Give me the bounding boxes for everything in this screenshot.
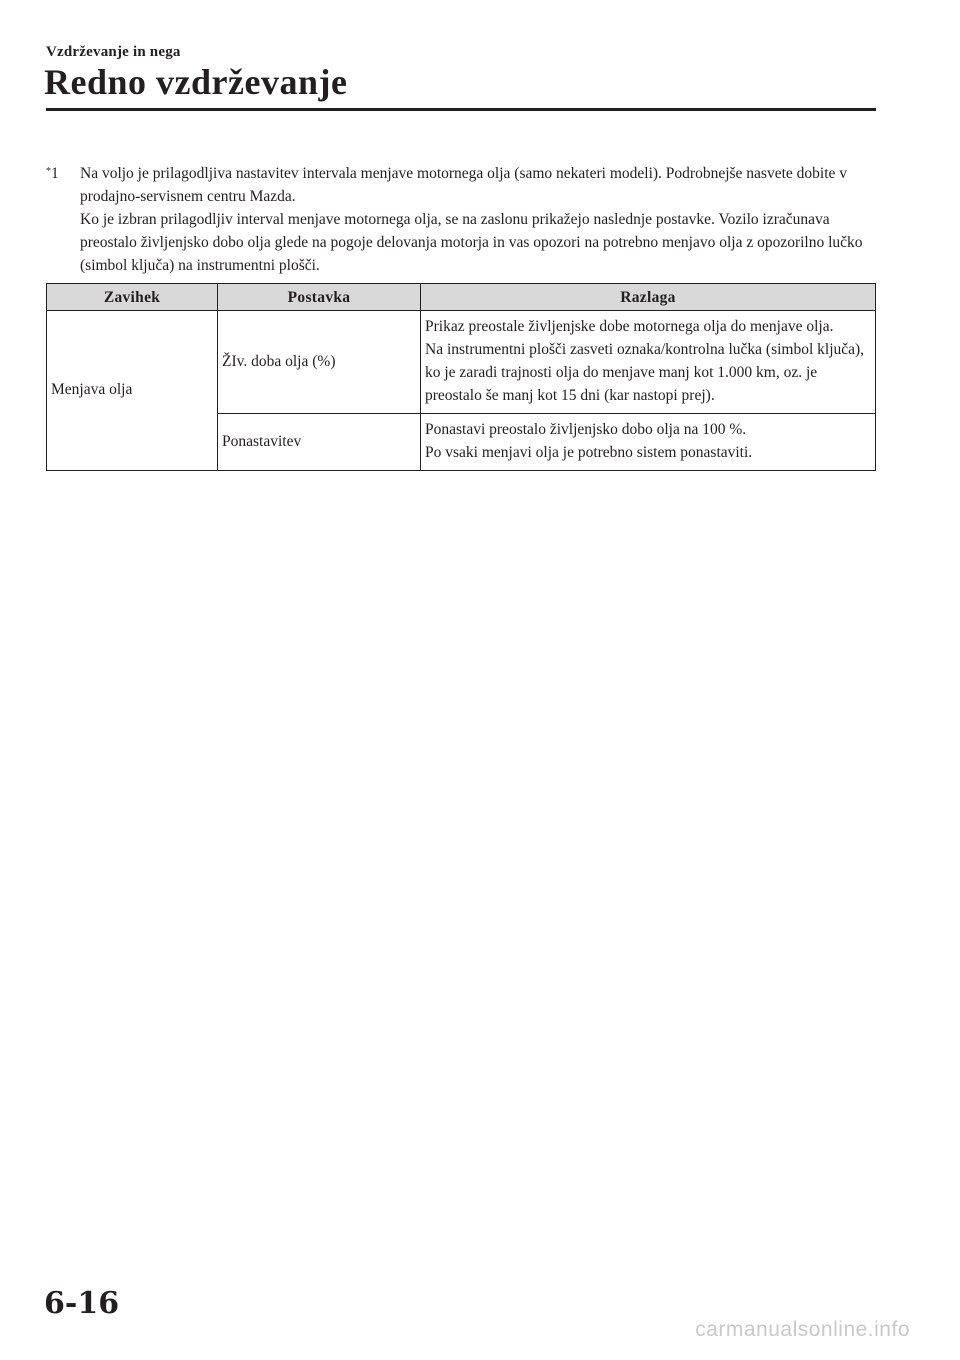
cell-item: Ponastavitev — [218, 414, 421, 471]
footnote-paragraph: Ko je izbran prilagodljiv interval menjave motornega olja, se na zaslonu prikažejo naslednje postavke. Vozilo izračunava preostalo življenjsko dobo olja glede na pogoje delovanja motorja in vas opozori na potrebno menjavo olja z opozorilno lučko (simbol ključa) na instrumentni plošči. — [80, 211, 863, 274]
cell-tab: Menjava olja — [47, 311, 218, 471]
title-divider — [46, 108, 876, 111]
section-label: Vzdrževanje in nega — [46, 44, 181, 60]
cell-item: ŽIv. doba olja (%) — [218, 311, 421, 414]
cell-explanation — [421, 311, 876, 414]
header-tab: Zavihek — [47, 284, 218, 311]
table-row — [47, 311, 876, 414]
header-explanation: Razlaga — [421, 284, 876, 311]
oil-change-table — [46, 283, 876, 471]
explanation-line: Prikaz preostale življenjske dobe motornega olja do menjave olja. — [425, 318, 834, 335]
footnote-asterisk: * — [46, 166, 51, 177]
watermark: carmanualsonline.info — [695, 1318, 910, 1341]
page-title: Redno vzdrževanje — [44, 62, 348, 102]
explanation-line: Ponastavi preostalo življenjsko dobo olja na 100 %. — [425, 421, 747, 438]
table-header-row — [47, 284, 876, 311]
explanation-line: Po vsaki menjavi olja je potrebno sistem ponastaviti. — [425, 444, 753, 461]
footnote-number: 1 — [51, 165, 59, 182]
footnote-body — [80, 162, 876, 277]
footnote-paragraph: Na voljo je prilagodljiva nastavitev intervala menjave motornega olja (samo nekateri modeli). Podrobnejše nasvete dobite v prodajno-servisnem centru Mazda. — [80, 165, 848, 205]
cell-explanation — [421, 414, 876, 471]
footnote-marker — [46, 162, 59, 185]
explanation-line: Na instrumentni plošči zasveti oznaka/kontrolna lučka (simbol ključa), ko je zaradi trajnosti olja do menjave manj kot 1.000 km, oz. je preostalo še manj kot 15 dni (kar nastopi prej). — [425, 341, 865, 404]
header-item: Postavka — [218, 284, 421, 311]
page-number: 6-16 — [44, 1286, 120, 1321]
footnote — [46, 162, 876, 277]
